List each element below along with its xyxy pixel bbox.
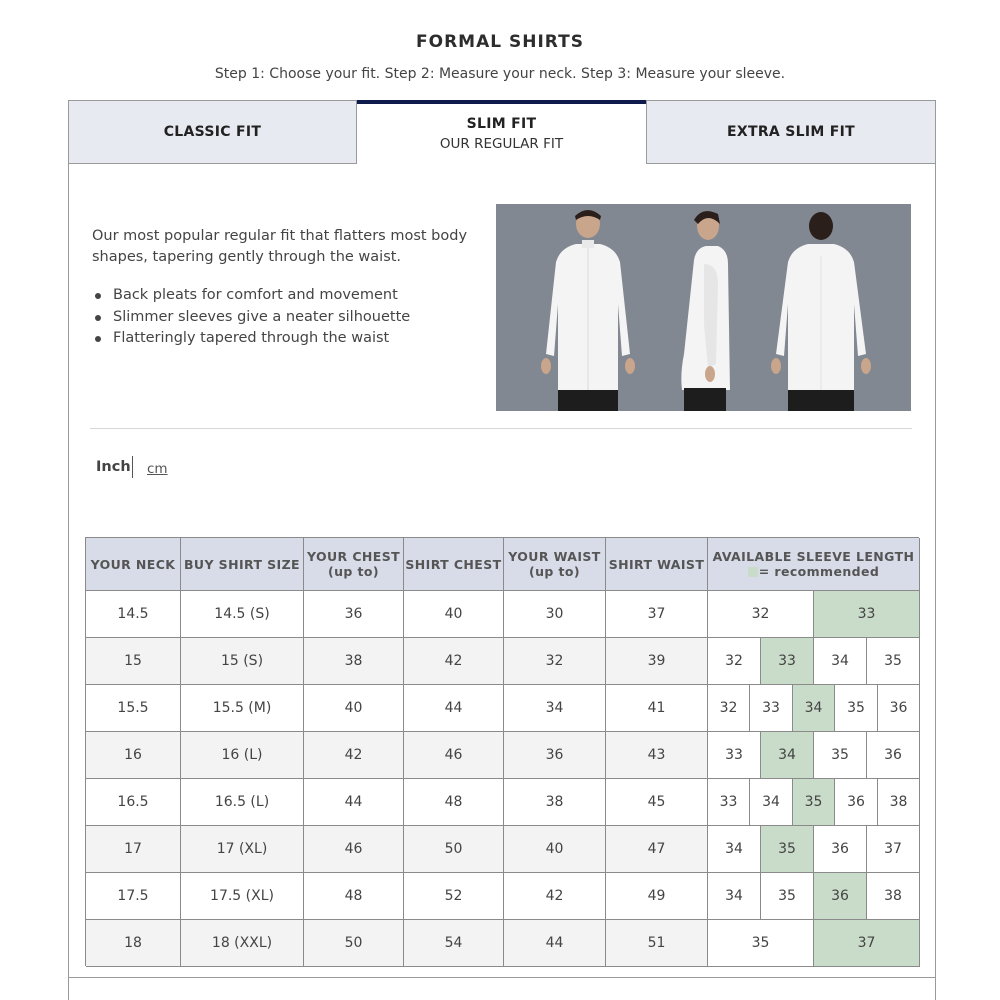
header-label: SHIRT CHEST xyxy=(405,556,502,572)
sleeve-length-recommended: 34 xyxy=(793,685,835,732)
sleeve-length-option: 32 xyxy=(708,591,814,638)
cell-your-waist: 30 xyxy=(504,591,606,638)
model-front xyxy=(541,210,635,411)
tab-sublabel: OUR REGULAR FIT xyxy=(439,136,564,152)
header-label: AVAILABLE SLEEVE LENGTH xyxy=(712,549,915,564)
header-label: SHIRT WAIST xyxy=(608,556,705,572)
sleeve-length-option: 38 xyxy=(878,779,920,826)
legend xyxy=(748,564,879,579)
cell-buy-shirt-size: 15 (S) xyxy=(181,638,304,685)
cell-buy-shirt-size: 15.5 (M) xyxy=(181,685,304,732)
cell-your-neck: 15 xyxy=(86,638,181,685)
sleeve-length-option: 34 xyxy=(708,873,761,920)
header-label: YOUR WAIST xyxy=(508,549,601,564)
page-title: FORMAL SHIRTS xyxy=(416,32,584,52)
recommended-swatch xyxy=(748,567,758,577)
sleeve-length-option: 35 xyxy=(708,920,814,967)
cell-your-chest: 36 xyxy=(304,591,404,638)
footer-divider xyxy=(68,977,936,978)
unit-separator xyxy=(132,456,133,478)
cell-shirt-waist: 41 xyxy=(606,685,708,732)
cell-your-waist: 34 xyxy=(504,685,606,732)
unit-inch-toggle[interactable]: Inch xyxy=(96,459,131,475)
cell-buy-shirt-size: 16.5 (L) xyxy=(181,779,304,826)
cell-your-waist: 42 xyxy=(504,873,606,920)
sleeve-length-option: 33 xyxy=(750,685,793,732)
page-subtitle: Step 1: Choose your fit. Step 2: Measure your neck. Step 3: Measure your sleeve. xyxy=(214,66,786,82)
header-sublabel: (up to) xyxy=(328,564,379,579)
cell-your-chest: 46 xyxy=(304,826,404,873)
sleeve-length-recommended: 35 xyxy=(793,779,835,826)
sleeve-length-option: 32 xyxy=(708,638,761,685)
tab-slim-fit[interactable] xyxy=(357,100,646,164)
cell-your-waist: 36 xyxy=(504,732,606,779)
cell-shirt-waist: 45 xyxy=(606,779,708,826)
sleeve-length-option: 36 xyxy=(878,685,920,732)
fit-features-list xyxy=(92,285,472,350)
cell-your-neck: 16 xyxy=(86,732,181,779)
cell-your-chest: 42 xyxy=(304,732,404,779)
header-shirt-waist xyxy=(606,538,708,591)
cell-your-neck: 18 xyxy=(86,920,181,967)
cell-your-waist: 38 xyxy=(504,779,606,826)
cell-buy-shirt-size: 17 (XL) xyxy=(181,826,304,873)
cell-your-chest: 50 xyxy=(304,920,404,967)
section-divider xyxy=(90,428,912,429)
cell-buy-shirt-size: 18 (XXL) xyxy=(181,920,304,967)
cell-your-waist: 32 xyxy=(504,638,606,685)
cell-buy-shirt-size: 17.5 (XL) xyxy=(181,873,304,920)
sleeve-length-option: 34 xyxy=(708,826,761,873)
sleeve-length-option: 36 xyxy=(814,826,867,873)
sleeve-length-option: 33 xyxy=(708,732,761,779)
cell-your-neck: 15.5 xyxy=(86,685,181,732)
sleeve-length-recommended: 33 xyxy=(814,591,920,638)
cell-your-neck: 17.5 xyxy=(86,873,181,920)
sleeve-length-option: 36 xyxy=(835,779,878,826)
cell-shirt-waist: 47 xyxy=(606,826,708,873)
cell-your-chest: 48 xyxy=(304,873,404,920)
cell-shirt-waist: 43 xyxy=(606,732,708,779)
cell-shirt-chest: 52 xyxy=(404,873,504,920)
cell-buy-shirt-size: 16 (L) xyxy=(181,732,304,779)
fit-feature: Flatteringly tapered through the waist xyxy=(92,328,472,350)
cell-shirt-chest: 50 xyxy=(404,826,504,873)
cell-shirt-waist: 37 xyxy=(606,591,708,638)
cell-your-neck: 17 xyxy=(86,826,181,873)
cell-shirt-chest: 54 xyxy=(404,920,504,967)
sleeve-length-option: 33 xyxy=(708,779,750,826)
model-back xyxy=(771,212,871,411)
header-buy-shirt-size xyxy=(181,538,304,591)
header-shirt-chest xyxy=(404,538,504,591)
cell-shirt-waist: 49 xyxy=(606,873,708,920)
cell-shirt-chest: 46 xyxy=(404,732,504,779)
cell-your-chest: 44 xyxy=(304,779,404,826)
unit-cm-toggle[interactable]: cm xyxy=(147,461,168,477)
header-your-chest xyxy=(304,538,404,591)
sleeve-length-option: 32 xyxy=(708,685,750,732)
sleeve-length-option: 34 xyxy=(750,779,793,826)
header-label: YOUR CHEST xyxy=(306,549,401,564)
header-available-sleeve-length xyxy=(708,538,920,591)
sleeve-length-recommended: 34 xyxy=(761,732,814,779)
cell-shirt-chest: 42 xyxy=(404,638,504,685)
sleeve-length-option: 35 xyxy=(835,685,878,732)
tab-label: CLASSIC FIT xyxy=(163,124,262,140)
model-photo-illustration xyxy=(496,204,911,411)
header-sublabel: (up to) xyxy=(529,564,580,579)
sleeve-length-option: 35 xyxy=(867,638,920,685)
header-your-neck xyxy=(86,538,181,591)
sleeve-length-recommended: 36 xyxy=(814,873,867,920)
cell-shirt-chest: 44 xyxy=(404,685,504,732)
cell-shirt-waist: 39 xyxy=(606,638,708,685)
cell-shirt-chest: 40 xyxy=(404,591,504,638)
sleeve-length-option: 38 xyxy=(867,873,920,920)
sleeve-length-option: 34 xyxy=(814,638,867,685)
sleeve-length-option: 37 xyxy=(867,826,920,873)
header-your-waist xyxy=(504,538,606,591)
cell-shirt-waist: 51 xyxy=(606,920,708,967)
tab-label: SLIM FIT xyxy=(466,116,537,132)
tab-label: EXTRA SLIM FIT xyxy=(727,124,855,140)
legend-label: = recommended xyxy=(758,564,880,579)
fit-feature: Back pleats for comfort and movement xyxy=(92,285,472,307)
cell-shirt-chest: 48 xyxy=(404,779,504,826)
cell-buy-shirt-size: 14.5 (S) xyxy=(181,591,304,638)
fit-description: Our most popular regular fit that flatters most body shapes, tapering gently through the waist. xyxy=(92,228,468,265)
sleeve-length-option: 36 xyxy=(867,732,920,779)
header-label: BUY SHIRT SIZE xyxy=(184,556,300,572)
model-side xyxy=(681,211,730,411)
fit-feature: Slimmer sleeves give a neater silhouette xyxy=(92,307,472,329)
sleeve-length-option: 35 xyxy=(814,732,867,779)
sleeve-length-recommended: 35 xyxy=(761,826,814,873)
sleeve-length-recommended: 37 xyxy=(814,920,920,967)
cell-your-chest: 38 xyxy=(304,638,404,685)
header-label: YOUR NECK xyxy=(90,556,176,572)
cell-your-neck: 14.5 xyxy=(86,591,181,638)
tab-extra-slim-fit[interactable] xyxy=(646,100,936,164)
cell-your-waist: 40 xyxy=(504,826,606,873)
sleeve-length-option: 35 xyxy=(761,873,814,920)
cell-your-waist: 44 xyxy=(504,920,606,967)
model-photo xyxy=(496,204,911,411)
size-chart-table xyxy=(85,537,919,966)
cell-your-neck: 16.5 xyxy=(86,779,181,826)
sleeve-length-recommended: 33 xyxy=(761,638,814,685)
cell-your-chest: 40 xyxy=(304,685,404,732)
tab-classic-fit[interactable] xyxy=(68,100,357,164)
